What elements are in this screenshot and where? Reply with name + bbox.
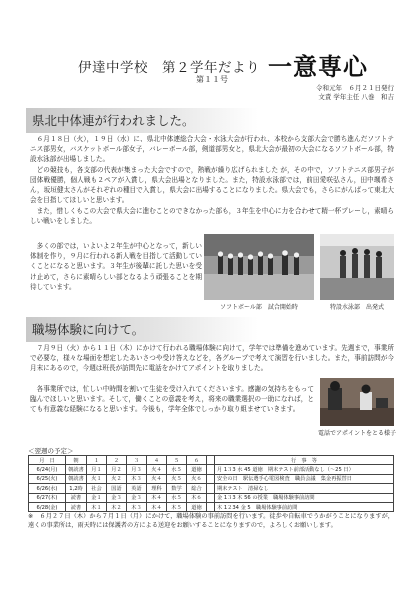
schedule-cell: 水５ [167,493,187,502]
schedule-cell: 木５ [167,502,187,511]
schedule-cell: 火４ [147,465,167,474]
section2-paragraph-side [30,384,314,415]
schedule-cell: 火４ [147,474,167,483]
schedule-cell: 月３ [127,465,147,474]
schedule-cell: 金１ [87,493,107,502]
schedule-cell: 国語 [107,484,127,493]
schedule-event-cell: 木 1２34 金 5 職場体験事前訪問 [215,502,394,511]
schedule-event-cell: 月 1３3 水 45 道徳 期末テスト前部活動なし（～25 日） [215,465,394,474]
author: 文責 学年主任 八巻 和吉 [318,93,394,102]
newsletter-title: 伊達中学校 第２学年だより [78,60,260,76]
schedule-cell: 金３ [127,493,147,502]
schedule-header-cell: ３ [127,456,147,465]
schedule-cell: 数学 [167,484,187,493]
schedule-header-cell: 行 事 等 [215,456,394,465]
issue-number: 第１１号 [196,75,228,84]
schedule-cell [207,502,215,511]
schedule-note: ※ ６月２７日（木）から７月１日（月）にかけて，職場体験の事前訪問を行います。徒歩や自転車でうかがうことになりますが，遠くの事業所は，雨天時には保護者の方による送迎をお願いすることになりますので，よろしくお願いします。 [28,513,394,530]
schedule-header-cell [207,456,215,465]
schedule-event-cell: 金 1３3 木 56 の授業 職場体験事前訪問 [215,493,394,502]
softball-photo-image [204,234,314,300]
schedule-cell: 道徳 [187,465,207,474]
schedule-cell: 木４ [147,502,167,511]
schedule-cell: 社会 [87,484,107,493]
schedule-cell: 6/27(木) [29,493,66,502]
schedule-cell: 6/25(火) [29,474,66,483]
table-row [29,465,394,474]
schedule-cell: 月２ [107,465,127,474]
schedule-cell [207,465,215,474]
schedule-cell: 朝読書 [66,474,87,483]
table-row [29,493,394,502]
section1-paragraph: 多くの部では，いよいよ２年生が中心となって，新しい体制を作り，９月に行われる新人戦を目指して活動していくことになると思います。３年生が後輩に託した思いを受け止めて，さらに素晴らしい部となるよう頑張ることを期待しています。 [30,242,202,291]
schedule-cell [207,493,215,502]
schedule-header-cell: １ [87,456,107,465]
schedule-cell: 木６ [187,493,207,502]
photo-softball [204,234,314,300]
schedule-cell: 総合 [187,484,207,493]
photo-swimming [320,234,394,300]
schedule-cell: 火１ [87,474,107,483]
schedule-cell: 水５ [167,465,187,474]
schedule-cell: 木２ [107,502,127,511]
schedule-heading: ＜翌週の予定＞ [28,447,74,455]
schedule-cell: 木４ [147,493,167,502]
schedule-cell: 火５ [167,474,187,483]
section-title-tournament: 県北中体連が行われました。 [26,108,258,133]
schedule-cell: 英語 [127,484,147,493]
section-title-work-experience: 職場体験に向けて。 [26,317,258,342]
grade-motto: 一意専心 [268,52,368,81]
swimming-photo-image [320,234,394,300]
schedule-cell: 1,2時 [66,484,87,493]
section1-paragraph: どの競技も，各支部の代表が集まった大会ですので，熱戦が繰り広げられました が，その中で，ソフトテニス部男子が団体戦優勝，個人戦も２ペアが入賞し，県大会出場となりました。また，特設水泳部では，前田愛咲弘さん，田中颯希さん，坂垣健太さんがそれぞれの種目で入賞し，県大会に出場することになりました。県大会でも，さらにがんばって東北大会を目指してほしいと思います。 [30,165,394,205]
schedule-cell: 道徳 [187,502,207,511]
schedule-header-cell: 朝 [66,456,87,465]
schedule-table [28,455,394,512]
phone-call-photo-image [320,378,394,426]
schedule-cell: 金３ [107,493,127,502]
section2-paragraph-top [30,343,394,374]
section1-paragraph: また，惜しくもこの大会で県大会に進むことのできなかった部も，３年生を中心に力を合わせて精一杯プレーし，素晴らしい戦いをしました。 [30,206,394,225]
publish-info [316,84,394,103]
schedule-header-cell: 月 日 [29,456,66,465]
schedule-event-cell: 期末テスト 清掃なし [215,484,394,493]
schedule-cell: 木３ [127,474,147,483]
table-row [29,474,394,483]
schedule-header-row [29,456,394,465]
schedule-cell: 月１ [87,465,107,474]
section1-paragraph: ６月１８日（火），１９日（水）に、県北中体連総合大会・水泳大会が行われ、本校から支部大会で勝ち進んだソフトテニス部男女，バスケットボール部女子，バレーボール部，剣道部男女と，県北大会が最初の大会になるソフトボール部，特設水泳部が出場しました。 [30,135,394,164]
photo-swimming-caption: 特設水泳部 出発式 [329,304,384,311]
section2-paragraph: ７月９日（火）から１１日（木）にかけて行われる職場体験に向けて，学年では準備を進めています。先週まで，事業所で必要な，様々な場面を想定したあいさつや受け答えなどを，各グループで考えて演習を行いました。また，事前訪問が今月末にあるので，今週は班長が訪問先に電話をかけてアポイントを取りました。 [30,344,394,373]
section1-paragraphs-side [30,241,202,292]
schedule-cell: 6/26(水) [29,484,66,493]
schedule-header-cell: ４ [147,456,167,465]
schedule-cell: 理科 [147,484,167,493]
section1-paragraphs-top [30,134,394,226]
schedule-cell: 火６ [187,474,207,483]
table-row [29,484,394,493]
section2-paragraph: 各事業所では，忙しい中時間を割いて生徒を受け入れてくださいます。感謝の気持ちをもって臨んでほしいと思います。そして，働くことの意義を考え，将来の職業選択の一助になれば，とても有意義な経験になると思います。今後も，学年全体でしっかり取り組ませていきます。 [30,385,314,414]
schedule-cell: 読書 [66,502,87,511]
table-row [29,502,394,511]
schedule-event-cell: 安全の日 駅伝選手心電図検査 職員会議 集金再振替日 [215,474,394,483]
schedule-cell: 6/28(金) [29,502,66,511]
photo-softball-caption: ソフトボール部 試合開始時 [220,304,298,311]
schedule-header-cell: ２ [107,456,127,465]
schedule-cell: 読書 [66,493,87,502]
schedule-cell: 火２ [107,474,127,483]
schedule-cell: 6/24(月) [29,465,66,474]
photo-phone-call [320,378,394,426]
schedule-cell [207,474,215,483]
schedule-header-cell: ６ [187,456,207,465]
photo-phone-caption: 電話でアポイントをとる様子 [317,430,396,437]
schedule-header-cell: ５ [167,456,187,465]
schedule-cell: 木１ [87,502,107,511]
schedule-cell: 朝読書 [66,465,87,474]
publish-date: 令和元年 ６月２１日発行 [316,84,394,92]
schedule-cell: 木３ [127,502,147,511]
schedule-cell [207,484,215,493]
